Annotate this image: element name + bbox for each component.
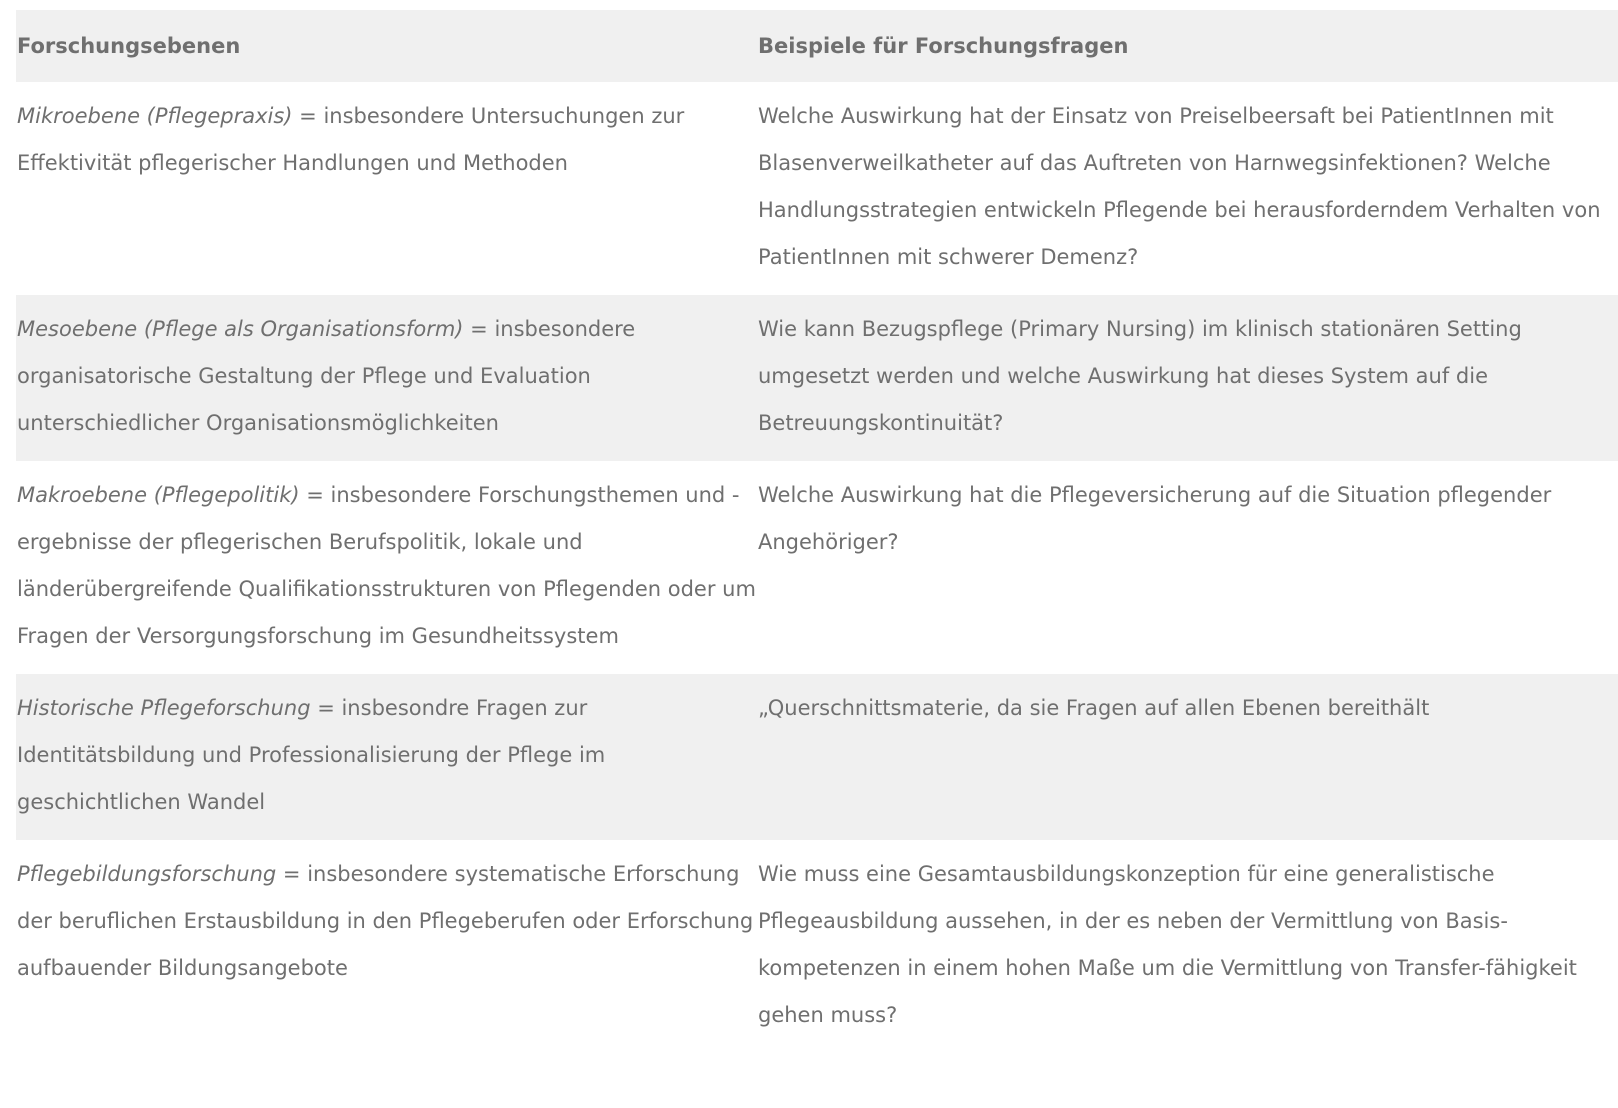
example-question: „Querschnittsmaterie, da sie Fragen auf allen Ebenen bereithält: [758, 696, 1430, 720]
level-description: = insbesondre Fragen zur Identitätsbildung und Professionalisierung der Pflege im geschichtlichen Wandel: [17, 696, 606, 814]
level-description: = insbesondere systematische Erforschung der beruflichen Erstausbildung in den Pflegeberufen oder Erforschung aufbauender Bildungsangebote: [17, 862, 754, 980]
level-cell: [16, 93, 758, 281]
table-row: [16, 82, 1618, 295]
table-row: [16, 674, 1618, 840]
example-question: Welche Auswirkung hat der Einsatz von Preiselbeersaft bei PatientInnen mit Blasenverweilkatheter auf das Auftreten von Harnwegsinfektionen? Welche Handlungsstrategien entwickeln Pflegende bei herausforderndem Verhalten von PatientInnen mit schwerer Demenz?: [758, 104, 1601, 269]
header-research-levels: Forschungsebenen: [17, 34, 241, 58]
header-research-questions: Beispiele für Forschungsfragen: [758, 34, 1129, 58]
example-question: Welche Auswirkung hat die Pflegeversicherung auf die Situation pflegender Angehöriger?: [758, 483, 1552, 554]
level-description: = insbesondere organisatorische Gestaltung der Pflege und Evaluation unterschiedlicher Organisationsmöglichkeiten: [17, 317, 636, 435]
level-cell: [16, 851, 758, 1039]
level-description: = insbesondere Untersuchungen zur Effektivität pflegerischer Handlungen und Methoden: [17, 104, 685, 175]
table-row: [16, 840, 1618, 1053]
level-cell: [16, 685, 758, 826]
level-term: Pflegebildungsforschung: [17, 862, 277, 886]
example-question: Wie muss eine Gesamtausbildungskonzeption für eine generalistische Pflegeausbildung aussehen, in der es neben der Vermittlung von Basis-kompetenzen in einem hohen Maße um die Vermittlung von Transfer-fähigkeit gehen muss?: [758, 862, 1577, 1027]
table-header: [16, 10, 1618, 82]
table-row: [16, 295, 1618, 461]
level-term: Mesoebene (Pflege als Organisationsform): [17, 317, 464, 341]
level-term: Mikroebene (Pflegepraxis): [17, 104, 293, 128]
level-term: Historische Pflegeforschung: [17, 696, 311, 720]
level-description: = insbesondere Forschungsthemen und -ergebnisse der pflegerischen Berufspolitik, lokale und länderübergreifende Qualifikationsstrukturen von Pflegenden oder um Fragen der Versorgungsforschung im Gesundheitssystem: [17, 483, 756, 648]
level-cell: [16, 306, 758, 447]
level-cell: [16, 472, 758, 660]
table-row: [16, 461, 1618, 674]
research-levels-table: [16, 10, 1618, 1053]
level-term: Makroebene (Pflegepolitik): [17, 483, 300, 507]
example-question: Wie kann Bezugspflege (Primary Nursing) im klinisch stationären Setting umgesetzt werden und welche Auswirkung hat dieses System auf die Betreuungskontinuität?: [758, 317, 1522, 435]
